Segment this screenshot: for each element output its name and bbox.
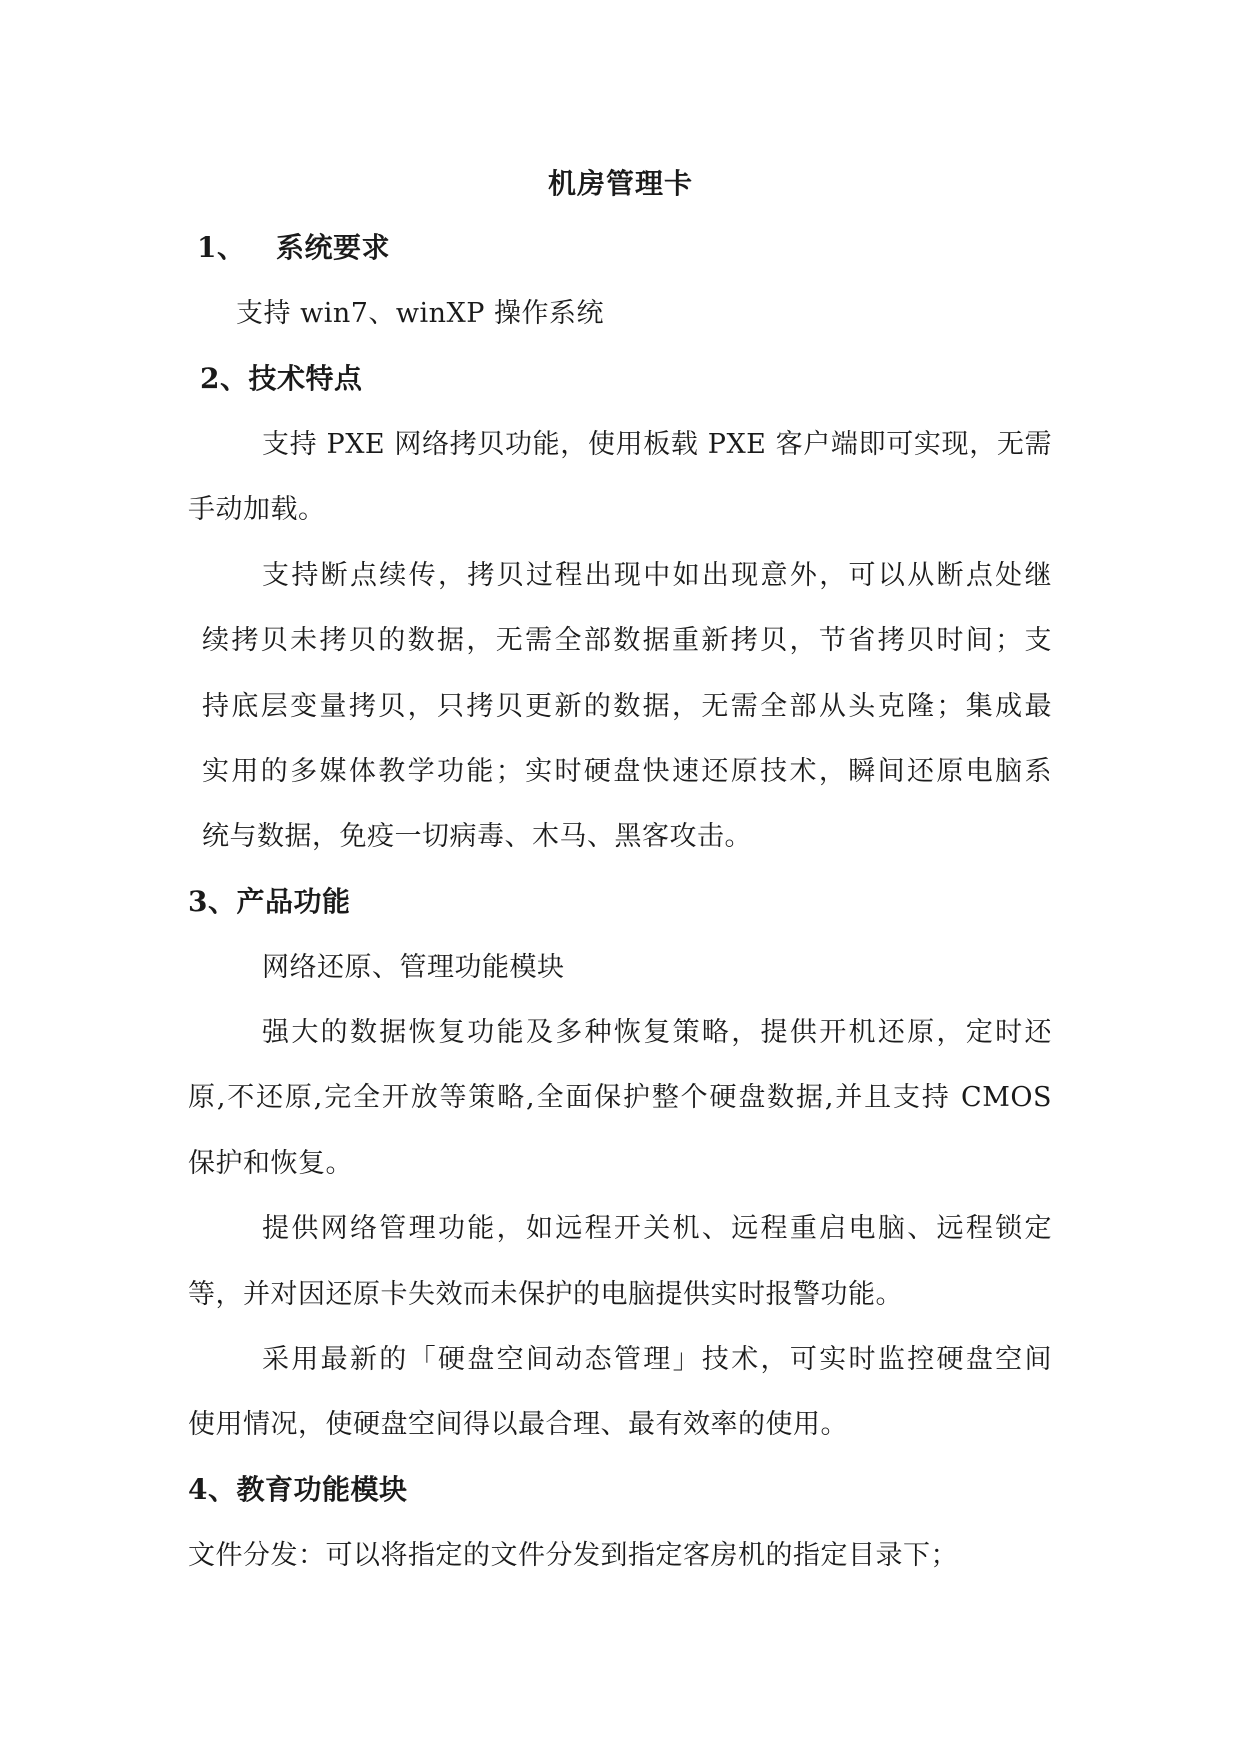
section3-heading: 3、产品功能 [188, 885, 351, 918]
section1-text: 支持 win7、winXP 操作系统 [236, 298, 605, 329]
document-title: 机房管理卡 [547, 167, 693, 200]
section3-para1-line1: 强大的数据恢复功能及多种恢复策略，提供开机还原，定时还 [262, 1017, 1052, 1048]
section1-number: 1、 [197, 231, 246, 264]
section3-para2-line1: 提供网络管理功能，如远程开关机、远程重启电脑、远程锁定 [262, 1213, 1052, 1244]
section2-para1-line2: 手动加载。 [188, 494, 326, 525]
section2-heading: 2、技术特点 [200, 362, 363, 395]
section3-para3-line1: 采用最新的「硬盘空间动态管理」技术，可实时监控硬盘空间 [262, 1344, 1052, 1375]
section2-para2-line2: 续拷贝未拷贝的数据，无需全部数据重新拷贝，节省拷贝时间；支 [202, 625, 1052, 656]
section4-text: 文件分发：可以将指定的文件分发到指定客房机的指定目录下； [188, 1540, 958, 1571]
section2-para2-line3: 持底层变量拷贝，只拷贝更新的数据，无需全部从头克隆；集成最 [202, 691, 1052, 722]
section2-para1-line1: 支持 PXE 网络拷贝功能，使用板载 PXE 客户端即可实现，无需 [262, 429, 1052, 460]
section3-para1-line3: 保护和恢复。 [188, 1148, 353, 1179]
section3-para2-line2: 等，并对因还原卡失效而未保护的电脑提供实时报警功能。 [188, 1279, 903, 1310]
section2-para2-line1: 支持断点续传，拷贝过程出现中如出现意外，可以从断点处继 [262, 560, 1052, 591]
section3-subheading: 网络还原、管理功能模块 [262, 952, 565, 983]
section4-heading: 4、教育功能模块 [188, 1473, 408, 1506]
section3-para3-line2: 使用情况，使硬盘空间得以最合理、最有效率的使用。 [188, 1409, 848, 1440]
section2-para2-line5: 统与数据，免疫一切病毒、木马、黑客攻击。 [202, 821, 752, 852]
section2-para2-line4: 实用的多媒体教学功能；实时硬盘快速还原技术，瞬间还原电脑系 [202, 756, 1052, 787]
section1-heading: 系统要求 [276, 231, 391, 264]
section3-para1-line2: 原,不还原,完全开放等策略,全面保护整个硬盘数据,并且支持 CMOS [188, 1082, 1052, 1113]
